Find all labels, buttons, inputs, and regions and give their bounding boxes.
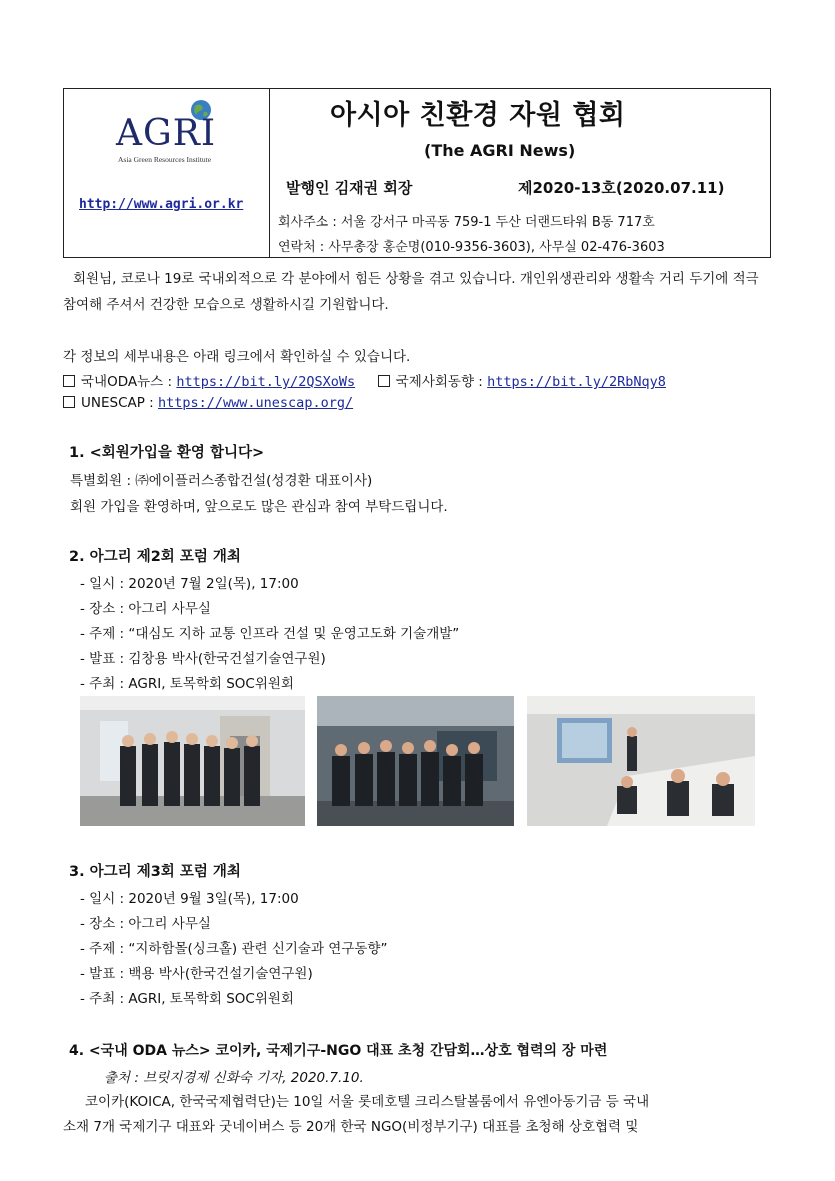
masthead bbox=[63, 88, 771, 258]
newsletter-subtitle: (The AGRI News) bbox=[424, 141, 576, 160]
logo-text: AGRI bbox=[116, 113, 217, 154]
news-source: 출처 : 브릿지경제 신화숙 기자, 2020.7.10. bbox=[104, 1070, 364, 1086]
links-lead: 각 정보의 세부내용은 아래 링크에서 확인하실 수 있습니다. bbox=[63, 349, 411, 365]
contact: 연락처 : 사무총장 홍순명(010-9356-3603), 사무실 02-476-3603 bbox=[278, 240, 665, 255]
checkbox-intl[interactable] bbox=[378, 375, 390, 387]
s2-date: - 일시 : 2020년 7월 2일(목), 17:00 bbox=[80, 576, 299, 592]
checkbox-oda[interactable] bbox=[63, 375, 75, 387]
intl-trend-link[interactable]: https://bit.ly/2RbNqy8 bbox=[487, 374, 666, 390]
section-4-heading: 4. <국내 ODA 뉴스> 코이카, 국제기구-NGO 대표 초청 간담회…상호 협력의 장 마련 bbox=[69, 1043, 608, 1059]
forum-photo-1 bbox=[80, 696, 305, 826]
oda-news-link[interactable]: https://bit.ly/2QSXoWs bbox=[176, 374, 356, 390]
news-body-line-2: 소재 7개 국제기구 대표와 굿네이버스 등 20개 한국 NGO(비정부기구) 대표를 초청해 상호협력 및 bbox=[63, 1119, 639, 1135]
section-1-heading: 1. <회원가입을 환영 합니다> bbox=[69, 445, 265, 461]
s3-date: - 일시 : 2020년 9월 3일(목), 17:00 bbox=[80, 891, 299, 907]
s2-place: - 장소 : 아그리 사무실 bbox=[80, 601, 211, 617]
s3-place: - 장소 : 아그리 사무실 bbox=[80, 916, 211, 932]
newsletter-title: 아시아 친환경 자원 협회 bbox=[330, 100, 626, 131]
s3-presenter: - 발표 : 백용 박사(한국건설기술연구원) bbox=[80, 966, 313, 982]
s2-host: - 주최 : AGRI, 토목학회 SOC위원회 bbox=[80, 676, 294, 692]
section-3-heading: 3. 아그리 제3회 포럼 개최 bbox=[69, 864, 241, 880]
unescap-link[interactable]: https://www.unescap.org/ bbox=[158, 395, 354, 411]
address: 회사주소 : 서울 강서구 마곡동 759-1 두산 더랜드타워 B동 717호 bbox=[278, 215, 655, 230]
logo-cell bbox=[64, 89, 270, 257]
forum-photo-2 bbox=[317, 696, 514, 826]
logo-tagline: Asia Green Resources Institute bbox=[118, 155, 212, 164]
s2-presenter: - 발표 : 김창용 박사(한국건설기술연구원) bbox=[80, 651, 326, 667]
special-member: 특별회원 : ㈜에이플러스종합건설(성경환 대표이사) bbox=[70, 473, 373, 489]
unescap-label: UNESCAP : bbox=[81, 395, 159, 411]
website-link[interactable]: http://www.agri.or.kr bbox=[79, 197, 244, 212]
section-2-heading: 2. 아그리 제2회 포럼 개최 bbox=[69, 549, 241, 565]
intl-label: 국제사회동향 : bbox=[395, 374, 488, 390]
checkbox-unescap[interactable] bbox=[63, 396, 75, 408]
forum-photo-3 bbox=[527, 696, 755, 826]
s2-topic: - 주제 : “대심도 지하 교통 인프라 건설 및 운영고도화 기술개발” bbox=[80, 626, 460, 642]
links-row-1 bbox=[63, 370, 666, 390]
issue-number: 제2020-13호(2020.07.11) bbox=[518, 179, 725, 197]
intro-paragraph: 회원님, 코로나 19로 국내외적으로 각 분야에서 힘든 상황을 겪고 있습니다. 개인위생관리와 생활속 거리 두기에 적극 참여해 주셔서 건강한 모습으로 생활하시길 기원합니다. bbox=[63, 271, 759, 313]
oda-label: 국내ODA뉴스 : bbox=[81, 374, 177, 390]
s3-host: - 주최 : AGRI, 토목학회 SOC위원회 bbox=[80, 991, 294, 1007]
publisher: 발행인 김재권 회장 bbox=[286, 179, 413, 197]
welcome-text: 회원 가입을 환영하며, 앞으로도 많은 관심과 참여 부탁드립니다. bbox=[70, 499, 448, 515]
s3-topic: - 주제 : “지하함몰(싱크홀) 관련 신기술과 연구동향” bbox=[80, 941, 388, 957]
news-body-line-1: 코이카(KOICA, 한국국제협력단)는 10일 서울 롯데호텔 크리스탈볼룸에서 유엔아동기금 등 국내 bbox=[85, 1094, 650, 1110]
links-row-2 bbox=[63, 395, 353, 411]
